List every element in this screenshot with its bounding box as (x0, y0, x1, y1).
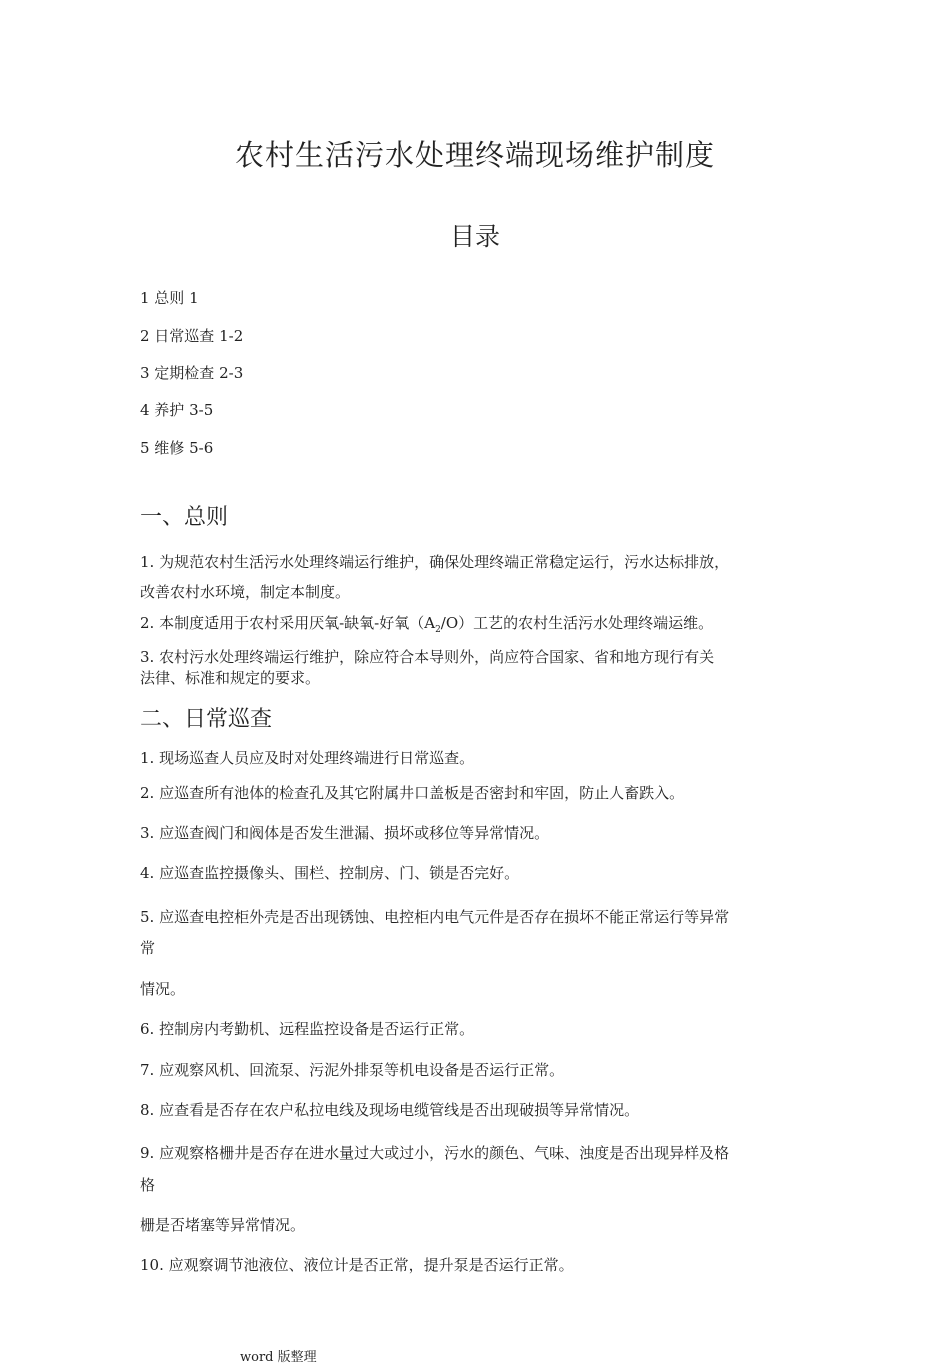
inspection-item-5-line-2: 常 (140, 939, 156, 957)
inspection-item-5-line-1: 5. 应巡查电控柜外壳是否出现锈蚀、电控柜内电气元件是否存在损坏不能正常运行等异常 (140, 908, 730, 926)
inspection-item-9-line-3: 栅是否堵塞等异常情况。 (140, 1216, 306, 1234)
inspection-item-6: 6. 控制房内考勤机、远程监控设备是否运行正常。 (140, 1020, 475, 1038)
section-heading-daily-inspection: 二、日常巡查 (140, 707, 273, 732)
inspection-item-5-line-3: 情况。 (140, 980, 186, 998)
general-paragraph-1-line-1: 1. 为规范农村生活污水处理终端运行维护，确保处理终端正常稳定运行，污水达标排放， (140, 553, 730, 571)
toc-item-5: 5 维修 5-6 (140, 439, 214, 457)
toc-item-4: 4 养护 3-5 (140, 401, 214, 419)
inspection-item-2: 2. 应巡查所有池体的检查孔及其它附属井口盖板是否密封和牢固，防止人畜跌入。 (140, 784, 685, 802)
inspection-item-9-line-2: 格 (140, 1176, 156, 1194)
inspection-item-4: 4. 应巡查监控摄像头、围栏、控制房、门、锁是否完好。 (140, 864, 520, 882)
inspection-item-7: 7. 应观察风机、回流泵、污泥外排泵等机电设备是否运行正常。 (140, 1061, 565, 1079)
section-heading-general: 一、总则 (140, 505, 229, 530)
inspection-item-8: 8. 应查看是否存在农户私拉电线及现场电缆管线是否出现破损等异常情况。 (140, 1101, 640, 1119)
inspection-item-3: 3. 应巡查阀门和阀体是否发生泄漏、损坏或移位等异常情况。 (140, 824, 550, 842)
document-title: 农村生活污水处理终端现场维护制度 (234, 138, 715, 172)
general-paragraph-3-line-1: 3. 农村污水处理终端运行维护，除应符合本导则外，尚应符合国家、省和地方现行有关 (140, 648, 715, 666)
general-paragraph-1-line-2: 改善农村水环境，制定本制度。 (140, 583, 351, 601)
toc-title: 目录 (449, 222, 500, 251)
general-paragraph-3-line-2: 法律、标准和规定的要求。 (140, 669, 321, 687)
inspection-item-10: 10. 应观察调节池液位、液位计是否正常，提升泵是否运行正常。 (140, 1256, 574, 1274)
general-paragraph-2: 2. 本制度适用于农村采用厌氧-缺氧-好氧$(A_2/O)$工艺的农村生活污水处理终端运维。 (140, 614, 714, 635)
toc-item-3: 3 定期检查 2-3 (140, 364, 244, 382)
toc-item-1: 1 总则 1 (140, 289, 199, 307)
inspection-item-9-line-1: 9. 应观察格栅井是否存在进水量过大或过小，污水的颜色、气味、浊度是否出现异样及格 (140, 1144, 730, 1162)
inspection-item-1: 1. 现场巡查人员应及时对处理终端进行日常巡查。 (140, 749, 475, 767)
toc-item-2: 2 日常巡查 1-2 (140, 327, 244, 345)
page-footer: word 版整理 (240, 1350, 317, 1365)
